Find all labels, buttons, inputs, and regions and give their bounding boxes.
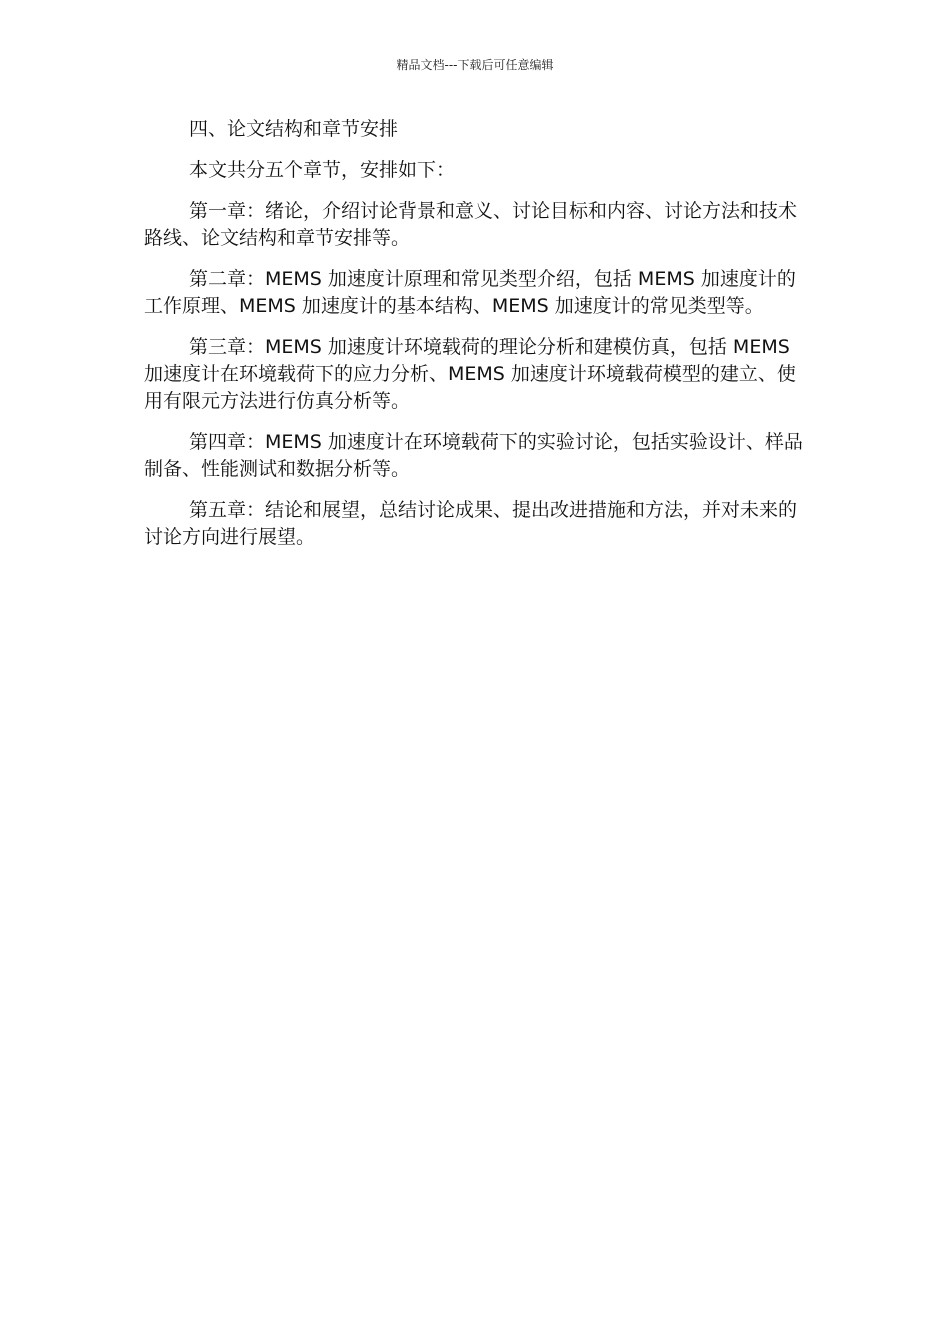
section-title: 四、论文结构和章节安排 [189, 118, 399, 140]
chapter-1-paragraph: 第一章：绪论，介绍讨论背景和意义、讨论目标和内容、讨论方法和技术路线、论文结构和章节安排等。 [144, 200, 798, 249]
intro-paragraph: 本文共分五个章节，安排如下： [189, 159, 456, 181]
chapter-2-paragraph: 第二章：MEMS 加速度计原理和常见类型介绍，包括 MEMS 加速度计的工作原理、MEMS 加速度计的基本结构、MEMS 加速度计的常见类型等。 [144, 268, 796, 317]
chapter-3-paragraph: 第三章：MEMS 加速度计环境载荷的理论分析和建模仿真，包括 MEMS 加速度计在环境载荷下的应力分析、MEMS 加速度计环境载荷模型的建立、使用有限元方法进行仿真分析等。 [144, 336, 796, 412]
document-body [144, 116, 808, 565]
chapter-5-paragraph: 第五章：结论和展望，总结讨论成果、提出改进措施和方法，并对未来的讨论方向进行展望。 [144, 499, 798, 548]
chapter-4-paragraph: 第四章：MEMS 加速度计在环境载荷下的实验讨论，包括实验设计、样品制备、性能测试和数据分析等。 [144, 431, 803, 480]
page-header: 精品文档---下载后可任意编辑 [396, 58, 554, 72]
